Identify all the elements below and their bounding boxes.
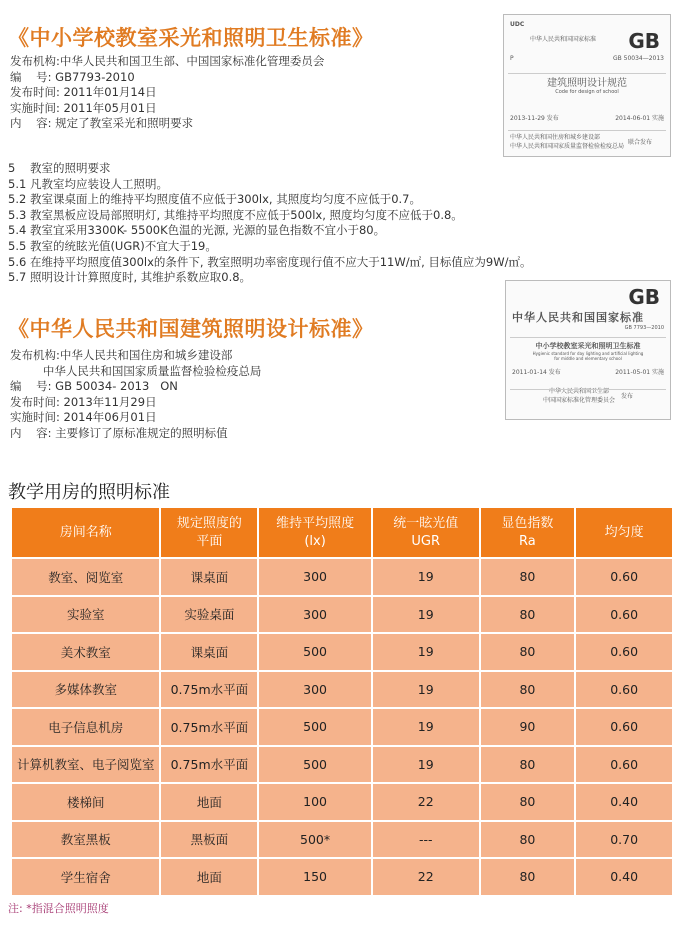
table-cell: 0.60 bbox=[575, 633, 673, 671]
header-line: 维持平均照度 bbox=[276, 515, 355, 531]
requirements-list bbox=[8, 161, 531, 286]
table-row bbox=[11, 783, 673, 821]
header-line: 均匀度 bbox=[604, 524, 644, 540]
table-cell: 500 bbox=[258, 708, 372, 746]
cover-name: 中小学校教室采光和照明卫生标准 bbox=[535, 342, 641, 350]
table-cell: 22 bbox=[372, 783, 480, 821]
info-line: 发布机构:中华人民共和国卫生部、中国国家标准化管理委员会 bbox=[10, 54, 325, 68]
cover-impl: 2014-06-01 实施 bbox=[615, 115, 664, 122]
cover-issue: 2013-11-29 发布 bbox=[510, 115, 559, 122]
lighting-standard-table bbox=[10, 508, 674, 897]
table-cell: 电子信息机房 bbox=[11, 708, 160, 746]
table-cell: 0.60 bbox=[575, 671, 673, 709]
cover-impl: 2011-05-01 实施 bbox=[615, 369, 664, 376]
table-cell: 19 bbox=[372, 596, 480, 634]
requirement-item: 5.6 在维持平均照度值300lx的条件下, 教室照明功率密度现行值不应大于11W/㎡, 目标值应为9W/㎡。 bbox=[8, 254, 532, 269]
table-cell: 100 bbox=[258, 783, 372, 821]
table-cell: 课桌面 bbox=[160, 633, 258, 671]
header-row bbox=[11, 508, 673, 558]
table-cell: 19 bbox=[372, 708, 480, 746]
table-cell: 22 bbox=[372, 858, 480, 896]
requirement-item: 5.5 教室的统眩光值(UGR)不宜大于19。 bbox=[8, 238, 217, 253]
table-cell: 19 bbox=[372, 633, 480, 671]
cover-name: 建筑照明设计规范 bbox=[547, 78, 627, 89]
header-line: 平面 bbox=[196, 533, 223, 549]
table-cell: 300 bbox=[258, 558, 372, 596]
column-header bbox=[372, 508, 480, 558]
cover-org: 中华人民共和国国家标准 bbox=[530, 36, 597, 43]
table-cell: 0.40 bbox=[575, 858, 673, 896]
header-line: 规定照度的 bbox=[176, 515, 242, 531]
cover-code: GB 7793—2010 bbox=[624, 325, 664, 331]
header-line: 显色指数 bbox=[501, 515, 554, 531]
table-cell: 美术教室 bbox=[11, 633, 160, 671]
column-header bbox=[11, 508, 160, 558]
requirement-item: 5.2 教室课桌面上的维持平均照度值不应低于300lx, 其照度均匀度不应低于0.7。 bbox=[8, 192, 421, 207]
info-line: 内 容: 规定了教室采光和照明要求 bbox=[10, 116, 194, 130]
table-cell: 80 bbox=[480, 558, 576, 596]
table-row bbox=[11, 596, 673, 634]
column-header bbox=[258, 508, 372, 558]
table-cell: 计算机教室、电子阅览室 bbox=[11, 746, 160, 784]
requirement-item: 5.3 教室黑板应设局部照明灯, 其维持平均照度不应低于500lx, 照度均匀度不应低于0.8。 bbox=[8, 207, 463, 222]
cover-publisher: 中华人民共和国住房和城乡建设部 bbox=[510, 134, 601, 141]
table-cell: 19 bbox=[372, 671, 480, 709]
table-cell: 学生宿舍 bbox=[11, 858, 160, 896]
doc2-title: 《中华人民共和国建筑照明设计标准》 bbox=[8, 317, 374, 341]
table-row bbox=[11, 821, 673, 859]
cover-publisher: 中华人民共和国国家质量监督检验检疫总局 bbox=[510, 143, 625, 150]
table-cell: 500 bbox=[258, 746, 372, 784]
gb-logo: GB bbox=[628, 285, 660, 309]
table-cell: 300 bbox=[258, 596, 372, 634]
table-row bbox=[11, 746, 673, 784]
table-row bbox=[11, 633, 673, 671]
table-cell: 500* bbox=[258, 821, 372, 859]
info-line: 编 号: GB7793-2010 bbox=[10, 69, 135, 84]
table-cell: 300 bbox=[258, 671, 372, 709]
info-line: 编 号: GB 50034- 2013 ON bbox=[10, 379, 178, 393]
table-cell: --- bbox=[372, 821, 480, 859]
column-header bbox=[575, 508, 673, 558]
info-line: 发布机构:中华人民共和国住房和城乡建设部 bbox=[10, 348, 233, 362]
table-cell: 0.75m水平面 bbox=[160, 746, 258, 784]
cover-udc: UDC bbox=[510, 21, 525, 28]
table-cell: 80 bbox=[480, 671, 576, 709]
requirement-item: 5 教室的照明要求 bbox=[8, 161, 111, 175]
table-cell: 实验室 bbox=[11, 596, 160, 634]
table-cell: 0.60 bbox=[575, 746, 673, 784]
table-cell: 80 bbox=[480, 596, 576, 634]
table-cell: 教室、阅览室 bbox=[11, 558, 160, 596]
table-row bbox=[11, 671, 673, 709]
cover-en: Hygienic standard for day lighting and artificial lighting for middle and elementary school bbox=[532, 351, 644, 361]
doc1-info bbox=[10, 54, 324, 132]
doc2-info bbox=[10, 348, 261, 441]
cover-pub: 联合发布 bbox=[628, 138, 653, 146]
requirement-item: 5.4 教室宜采用3300K- 5500K色温的光源, 光源的显色指数不宜小于80。 bbox=[8, 223, 386, 238]
cover-pub: 发布 bbox=[621, 392, 634, 400]
table-cell: 80 bbox=[480, 633, 576, 671]
table-cell: 0.60 bbox=[575, 558, 673, 596]
header-line: 房间名称 bbox=[59, 524, 112, 540]
cover-publisher: 中国国家标准化管理委员会 bbox=[542, 397, 615, 404]
table-cell: 实验桌面 bbox=[160, 596, 258, 634]
cover-org: 中华人民共和国国家标准 bbox=[512, 311, 644, 324]
table-cell: 80 bbox=[480, 783, 576, 821]
standard-cover-image bbox=[503, 14, 671, 157]
table-cell: 19 bbox=[372, 746, 480, 784]
cover-en: Code for design of school bbox=[555, 89, 619, 95]
table-cell: 多媒体教室 bbox=[11, 671, 160, 709]
table-cell: 80 bbox=[480, 746, 576, 784]
info-line: 中华人民共和国国家质量监督检验检疫总局 bbox=[10, 363, 262, 378]
table-note: 注: *指混合照明照度 bbox=[8, 902, 109, 915]
cover-p: P bbox=[510, 55, 514, 62]
table-cell: 0.75m水平面 bbox=[160, 671, 258, 709]
table-cell: 0.60 bbox=[575, 596, 673, 634]
table-cell: 黑板面 bbox=[160, 821, 258, 859]
standard-cover-image bbox=[505, 280, 671, 420]
info-line: 发布时间: 2013年11月29日 bbox=[10, 394, 157, 409]
table-cell: 0.75m水平面 bbox=[160, 708, 258, 746]
table-cell: 地面 bbox=[160, 858, 258, 896]
table-row bbox=[11, 858, 673, 896]
table-cell: 80 bbox=[480, 858, 576, 896]
table-cell: 楼梯间 bbox=[11, 783, 160, 821]
header-line: (lx) bbox=[304, 533, 326, 549]
cover-issue: 2011-01-14 发布 bbox=[512, 369, 561, 376]
doc1-title: 《中小学校教室采光和照明卫生标准》 bbox=[8, 26, 374, 50]
table-cell: 地面 bbox=[160, 783, 258, 821]
table-cell: 19 bbox=[372, 558, 480, 596]
info-line: 内 容: 主要修订了原标准规定的照明标值 bbox=[10, 425, 228, 440]
table-row bbox=[11, 708, 673, 746]
section-title: 教学用房的照明标准 bbox=[8, 482, 170, 503]
table-cell: 500 bbox=[258, 633, 372, 671]
header-line: 统一眩光值 bbox=[393, 515, 459, 531]
table-cell: 150 bbox=[258, 858, 372, 896]
table-row bbox=[11, 558, 673, 596]
column-header bbox=[480, 508, 576, 558]
info-line: 实施时间: 2011年05月01日 bbox=[10, 100, 157, 115]
cover-code: GB 50034—2013 bbox=[612, 55, 664, 62]
info-line: 实施时间: 2014年06月01日 bbox=[10, 410, 157, 424]
table-cell: 0.70 bbox=[575, 821, 673, 859]
table-cell: 80 bbox=[480, 821, 576, 859]
table-cell: 0.40 bbox=[575, 783, 673, 821]
table-cell: 90 bbox=[480, 708, 576, 746]
gb-logo: GB bbox=[628, 29, 660, 53]
table-cell: 教室黑板 bbox=[11, 821, 160, 859]
column-header bbox=[160, 508, 258, 558]
requirement-item: 5.7 照明设计计算照度时, 其维护系数应取0.8。 bbox=[8, 270, 252, 285]
table-cell: 课桌面 bbox=[160, 558, 258, 596]
info-line: 发布时间: 2011年01月14日 bbox=[10, 85, 157, 99]
header-line: Ra bbox=[519, 533, 536, 549]
table-cell: 0.60 bbox=[575, 708, 673, 746]
cover-publisher: 中华人民共和国卫生部 bbox=[548, 388, 609, 395]
header-line: UGR bbox=[411, 533, 441, 549]
requirement-item: 5.1 凡教室均应装设人工照明。 bbox=[8, 176, 168, 191]
